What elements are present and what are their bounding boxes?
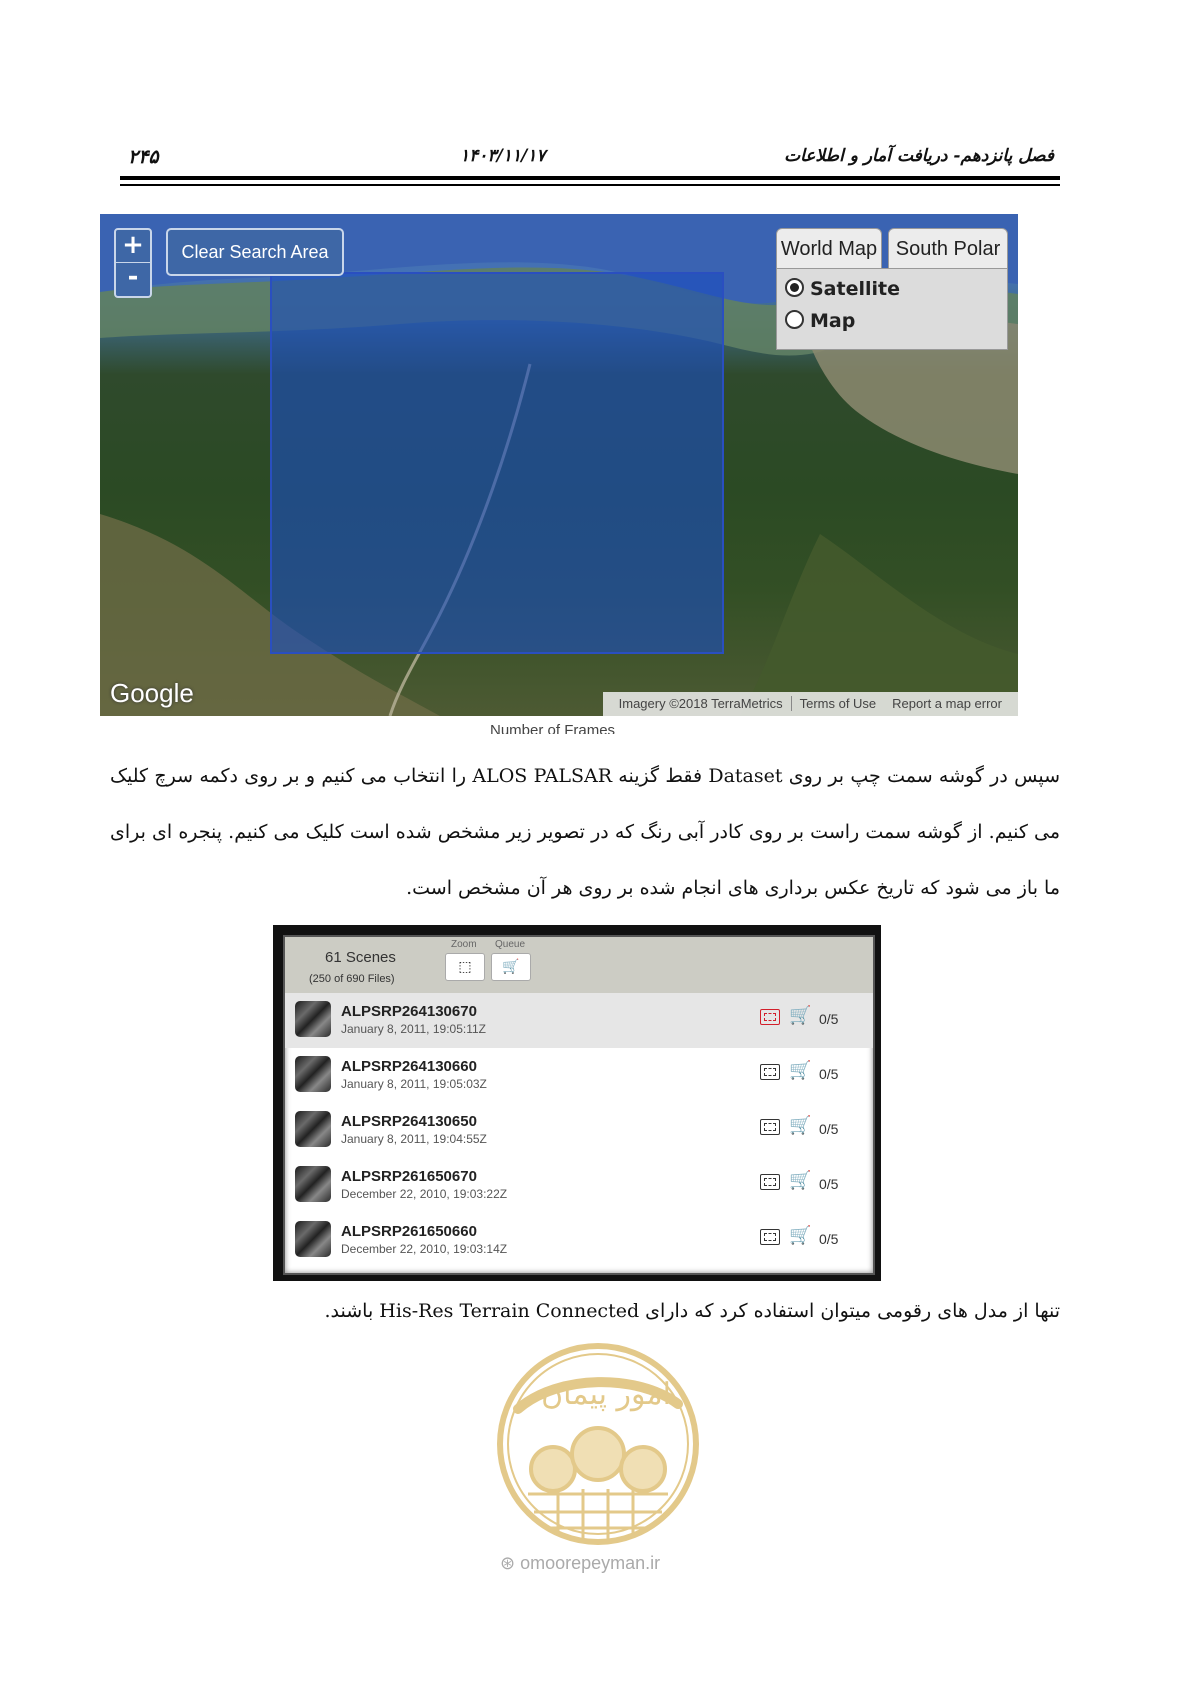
- watermark-logo: [488, 1334, 708, 1554]
- scene-row[interactable]: [285, 993, 873, 1048]
- add-to-cart-icon: 🛒: [502, 959, 520, 975]
- scene-thumbnail: [295, 1221, 331, 1257]
- paragraph-instructions: سپس در گوشه سمت چپ بر روی Dataset فقط گزینه ALOS PALSAR را انتخاب می کنیم و بر روی دکمه سرچ کلیک می کنیم. از گوشه سمت راست بر روی کادر آبی رنگ که در تصویر زیر مشخص شده است کلیک می کنیم. پنجره ای برای ما باز می شود که تاریخ عکس برداری های انجام شده بر روی هر آن مشخص است.: [110, 765, 1060, 899]
- zoom-all-button[interactable]: [445, 953, 485, 981]
- scene-row[interactable]: [285, 1158, 873, 1213]
- queue-all-button[interactable]: [491, 953, 531, 981]
- queue-all-label: Queue: [495, 939, 526, 950]
- scene-date: December 22, 2010, 19:03:14Z: [341, 1242, 508, 1256]
- attribution-imagery: Imagery ©2018 TerraMetrics: [618, 696, 783, 711]
- header-rule-thick: [120, 176, 1060, 180]
- chapter-title: فصل پانزدهم- دریافت آمار و اطلاعات: [784, 146, 1054, 166]
- zoom-to-scene-icon[interactable]: [760, 1009, 780, 1025]
- scene-thumbnail: [295, 1056, 331, 1092]
- tab-south-polar[interactable]: South Polar: [888, 228, 1008, 270]
- page-number: ۲۴۵: [128, 146, 159, 168]
- search-area-rectangle[interactable]: [270, 272, 724, 654]
- zoom-all-label: Zoom: [451, 939, 477, 950]
- paragraph-dem-note: تنها از مدل های رقومی میتوان استفاده کرد که دارای His-Res Terrain Connected باشند.: [324, 1300, 1060, 1322]
- scenes-panel: [273, 925, 881, 1281]
- header-rule-thin: [120, 184, 1060, 186]
- watermark-url: ⊛ omoorepeyman.ir: [500, 1553, 661, 1573]
- scene-name: ALPSRP264130660: [341, 1058, 477, 1075]
- add-to-cart-icon[interactable]: 🛒: [789, 1170, 812, 1191]
- scene-name: ALPSRP264130670: [341, 1003, 477, 1020]
- scene-file-count: 0/5: [819, 1121, 839, 1137]
- zoom-control: [114, 228, 152, 298]
- satellite-map[interactable]: [100, 214, 1018, 716]
- map-attribution: [603, 692, 1018, 716]
- layer-option-map[interactable]: [785, 307, 855, 335]
- watermark-url-text: omoorepeyman.ir: [520, 1553, 661, 1573]
- zoom-out-button[interactable]: -: [116, 262, 150, 295]
- terms-of-use-link[interactable]: Terms of Use: [791, 696, 885, 711]
- report-map-error-link[interactable]: Report a map error: [892, 696, 1002, 711]
- scenes-header: [285, 937, 873, 993]
- scene-name: ALPSRP264130650: [341, 1113, 477, 1130]
- scene-name: ALPSRP261650660: [341, 1223, 477, 1240]
- google-logo: Google: [110, 678, 194, 708]
- scene-file-count: 0/5: [819, 1011, 839, 1027]
- page-header: [120, 140, 1060, 170]
- cropped-caption: Number of Frames: [490, 722, 616, 734]
- scene-file-count: 0/5: [819, 1066, 839, 1082]
- add-to-cart-icon[interactable]: 🛒: [789, 1005, 812, 1026]
- layer-label-satellite: Satellite: [810, 278, 900, 300]
- scenes-files: (250 of 690 Files): [309, 973, 395, 985]
- clear-search-area-button[interactable]: Clear Search Area: [166, 228, 344, 276]
- zoom-to-scene-icon[interactable]: [760, 1119, 780, 1135]
- zoom-to-scene-icon[interactable]: [760, 1174, 780, 1190]
- logo-text: امور پیمان: [541, 1377, 671, 1412]
- scene-row[interactable]: [285, 1048, 873, 1103]
- scene-row[interactable]: [285, 1103, 873, 1158]
- scene-thumbnail: [295, 1166, 331, 1202]
- scene-date: January 8, 2011, 19:05:11Z: [341, 1022, 486, 1036]
- radio-selected-icon[interactable]: [785, 278, 804, 297]
- scene-date: January 8, 2011, 19:05:03Z: [341, 1077, 487, 1091]
- zoom-in-button[interactable]: +: [122, 230, 144, 260]
- tab-world-map[interactable]: World Map: [776, 228, 882, 270]
- layer-option-satellite[interactable]: [785, 275, 900, 303]
- zoom-extent-icon: ⬚: [458, 959, 472, 975]
- scene-file-count: 0/5: [819, 1231, 839, 1247]
- zoom-to-scene-icon[interactable]: [760, 1064, 780, 1080]
- scene-date: January 8, 2011, 19:04:55Z: [341, 1132, 487, 1146]
- add-to-cart-icon[interactable]: 🛒: [789, 1225, 812, 1246]
- scenes-list: [283, 935, 875, 1275]
- scene-name: ALPSRP261650670: [341, 1168, 477, 1185]
- header-date: ۱۴۰۳/۱۱/۱۷: [460, 146, 546, 166]
- add-to-cart-icon[interactable]: 🛒: [789, 1060, 812, 1081]
- layer-options: [776, 268, 1008, 350]
- scene-file-count: 0/5: [819, 1176, 839, 1192]
- scene-row[interactable]: [285, 1213, 873, 1268]
- add-to-cart-icon[interactable]: 🛒: [789, 1115, 812, 1136]
- radio-unselected-icon[interactable]: [785, 310, 804, 329]
- scene-thumbnail: [295, 1111, 331, 1147]
- map-layer-panel: [776, 228, 1006, 350]
- zoom-to-scene-icon[interactable]: [760, 1229, 780, 1245]
- scenes-count: 61 Scenes: [325, 949, 396, 966]
- scene-date: December 22, 2010, 19:03:22Z: [341, 1187, 508, 1201]
- scene-thumbnail: [295, 1001, 331, 1037]
- layer-label-map: Map: [810, 310, 856, 332]
